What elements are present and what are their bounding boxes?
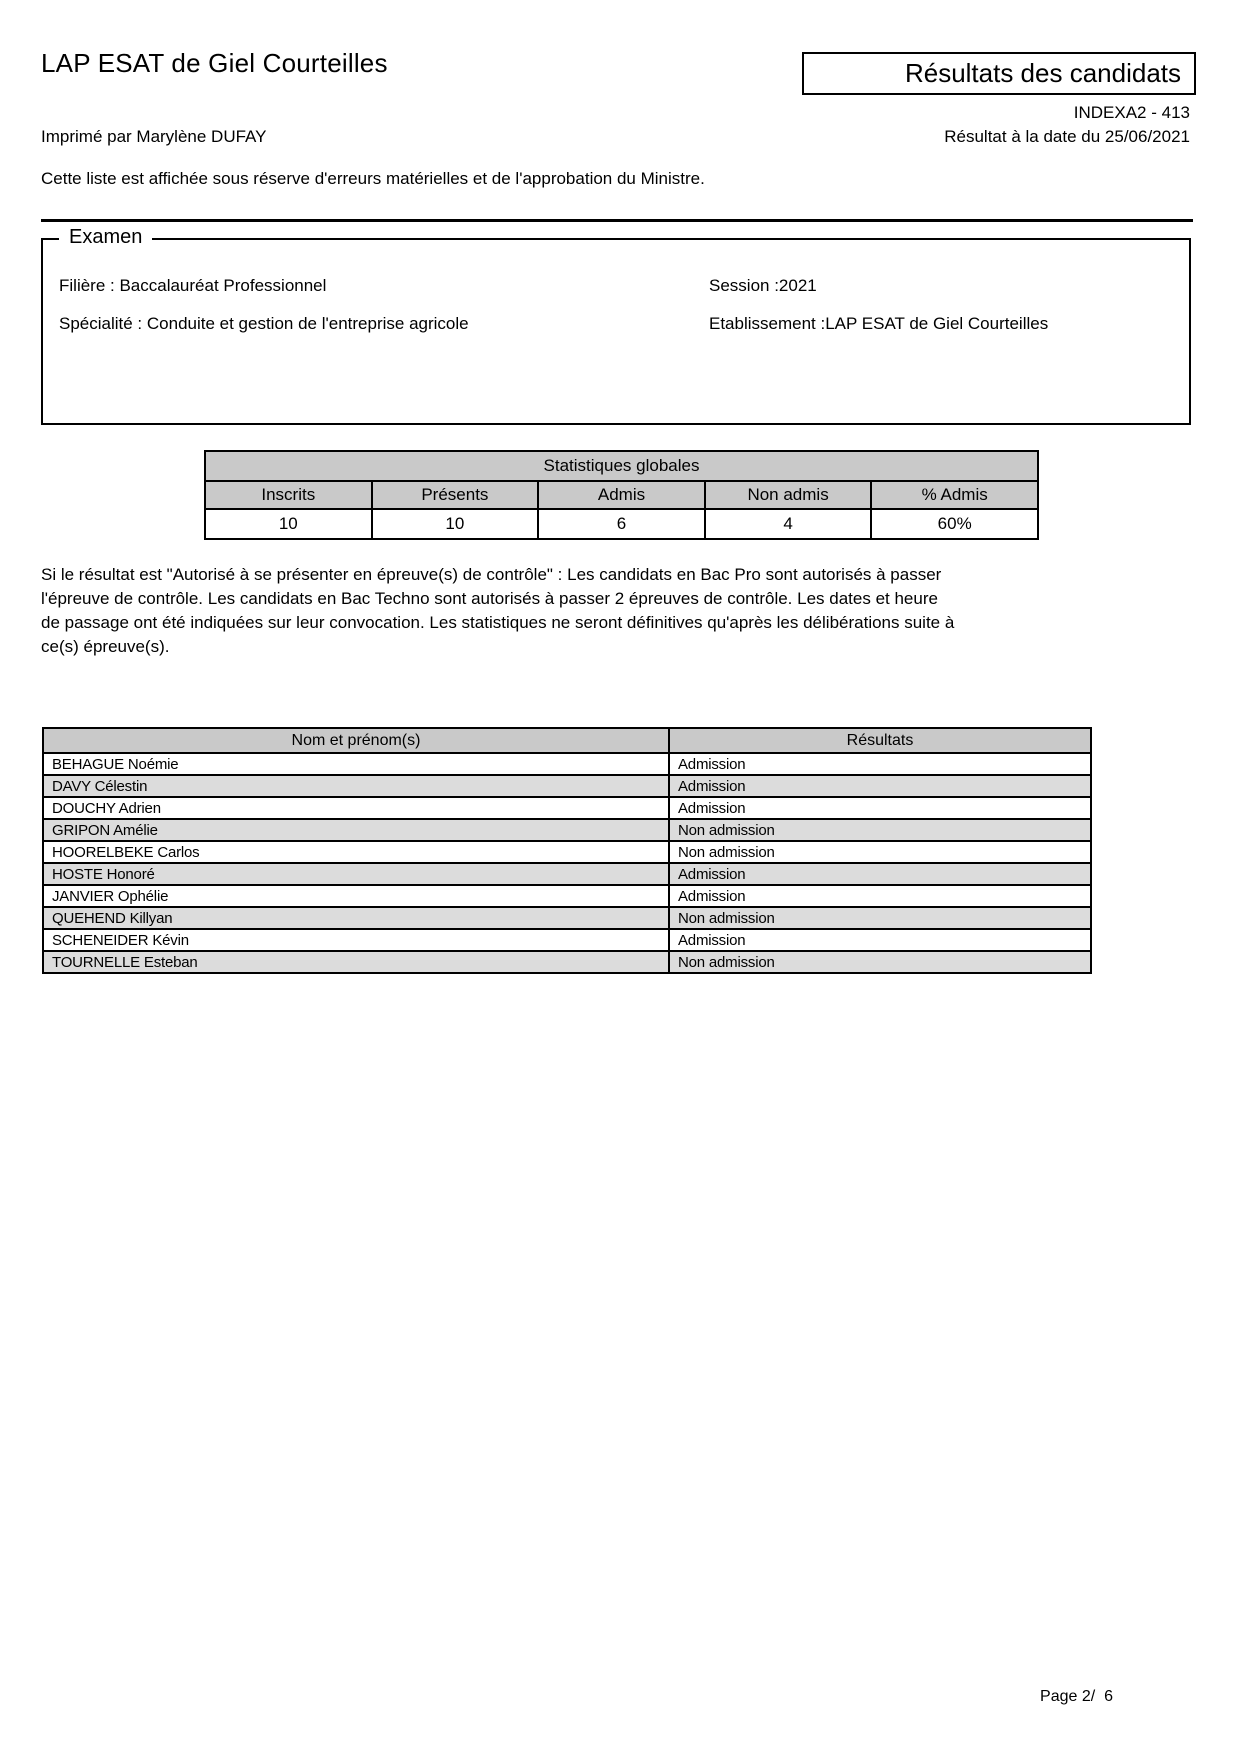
stats-values-row (205, 509, 1038, 539)
table-row (43, 885, 1091, 907)
exam-legend: Examen (59, 226, 152, 249)
candidate-name: SCHENEIDER Kévin (43, 929, 669, 951)
print-info-row (41, 127, 1190, 147)
table-row (43, 841, 1091, 863)
stats-value-presents: 10 (372, 509, 539, 539)
candidate-result: Non admission (669, 841, 1091, 863)
stats-title-row (205, 451, 1038, 481)
table-row (43, 951, 1091, 973)
form-reference: INDEXA2 - 413 (1073, 103, 1190, 122)
candidate-result: Admission (669, 797, 1091, 819)
exam-row-2 (59, 314, 1179, 334)
exam-fieldset (41, 226, 1191, 425)
stats-value-inscrits: 10 (205, 509, 372, 539)
table-row (43, 753, 1091, 775)
candidate-result: Admission (669, 753, 1091, 775)
stats-value-admis: 6 (538, 509, 705, 539)
candidates-header-name: Nom et prénom(s) (43, 728, 669, 753)
candidates-header-result: Résultats (669, 728, 1091, 753)
candidates-header-row (43, 728, 1091, 753)
candidate-result: Admission (669, 863, 1091, 885)
stats-title: Statistiques globales (205, 451, 1038, 481)
candidate-result: Admission (669, 929, 1091, 951)
exam-session: Session :2021 (709, 276, 817, 295)
exam-row-1 (59, 276, 1179, 296)
candidate-name: BEHAGUE Noémie (43, 753, 669, 775)
global-stats-table (204, 450, 1039, 540)
candidate-result: Admission (669, 885, 1091, 907)
stats-header-pct-admis: % Admis (871, 481, 1038, 509)
document-title-box (802, 52, 1196, 95)
candidates-table (42, 727, 1092, 974)
candidate-name: HOORELBEKE Carlos (43, 841, 669, 863)
candidate-name: GRIPON Amélie (43, 819, 669, 841)
table-row (43, 775, 1091, 797)
disclaimer-text: Cette liste est affichée sous réserve d'erreurs matérielles et de l'approbation du Ministre. (41, 169, 705, 188)
stats-value-non-admis: 4 (705, 509, 872, 539)
table-row (43, 863, 1091, 885)
exam-filiere: Filière : Baccalauréat Professionnel (59, 276, 327, 295)
exam-etablissement: Etablissement :LAP ESAT de Giel Courteilles (709, 314, 1049, 333)
result-date: Résultat à la date du 25/06/2021 (944, 127, 1190, 146)
stats-header-inscrits: Inscrits (205, 481, 372, 509)
candidate-name: DAVY Célestin (43, 775, 669, 797)
stats-header-non-admis: Non admis (705, 481, 872, 509)
candidate-name: HOSTE Honoré (43, 863, 669, 885)
candidate-name: QUEHEND Killyan (43, 907, 669, 929)
candidate-result: Non admission (669, 907, 1091, 929)
candidate-name: DOUCHY Adrien (43, 797, 669, 819)
candidate-result: Non admission (669, 819, 1091, 841)
candidate-result: Admission (669, 775, 1091, 797)
candidate-name: JANVIER Ophélie (43, 885, 669, 907)
table-row (43, 819, 1091, 841)
printed-by: Imprimé par Marylène DUFAY (41, 127, 267, 146)
page-number: Page 2/ 6 (1040, 1688, 1113, 1705)
document-title: Résultats des candidats (904, 58, 1181, 88)
table-row (43, 907, 1091, 929)
stats-header-presents: Présents (372, 481, 539, 509)
table-row (43, 929, 1091, 951)
stats-header-row (205, 481, 1038, 509)
stats-header-admis: Admis (538, 481, 705, 509)
control-exam-note: Si le résultat est "Autorisé à se présenter en épreuve(s) de contrôle" : Les candidats en Bac Pro sont autorisés à passer l'épreuve de contrôle. Les candidats en Bac Techno sont autorisés à passer 2 épreuves de contrôle. Les dates et heure de passage ont été indiquées sur leur convocation. Les statistiques ne seront définitives qu'après les délibérations suite à ce(s) épreuve(s). (41, 565, 955, 656)
horizontal-rule (41, 219, 1193, 222)
school-name: LAP ESAT de Giel Courteilles (41, 48, 388, 78)
candidate-result: Non admission (669, 951, 1091, 973)
candidate-name: TOURNELLE Esteban (43, 951, 669, 973)
table-row (43, 797, 1091, 819)
stats-value-pct-admis: 60% (871, 509, 1038, 539)
exam-specialite: Spécialité : Conduite et gestion de l'entreprise agricole (59, 314, 469, 333)
